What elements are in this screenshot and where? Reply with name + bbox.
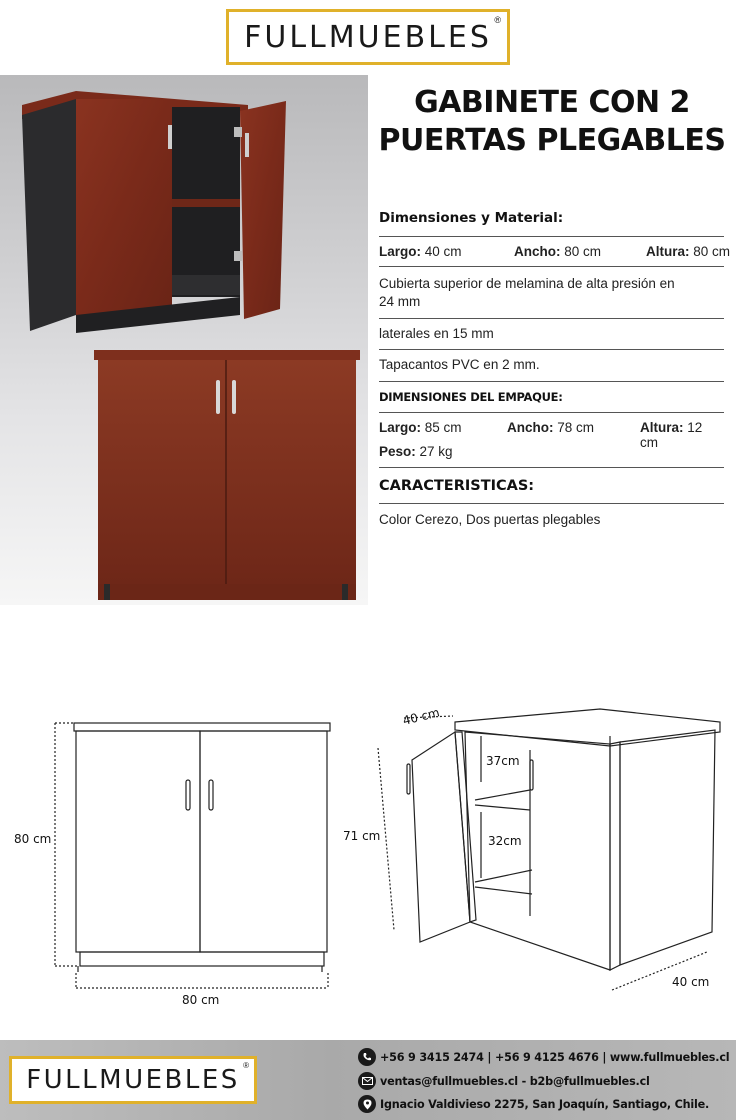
closed-cabinet-photo	[94, 350, 360, 600]
pack-ancho-label: Ancho:	[507, 420, 554, 435]
largo-value: 40 cm	[424, 244, 462, 259]
product-title-line2: PUERTAS PLEGABLES	[378, 123, 726, 158]
material-laterales: laterales en 15 mm	[379, 326, 494, 341]
ancho-label: Ancho:	[514, 244, 561, 259]
divider	[379, 503, 724, 504]
divider	[379, 236, 724, 237]
registered-mark: ®	[494, 15, 501, 25]
footer	[0, 1040, 736, 1120]
caracteristicas-text: Color Cerezo, Dos puertas plegables	[379, 512, 601, 527]
material-line2: 24 mm	[379, 294, 421, 309]
largo-label: Largo:	[379, 244, 421, 259]
ancho-value: 80 cm	[564, 244, 602, 259]
altura-label: Altura:	[646, 244, 690, 259]
product-title-line1: GABINETE CON 2	[414, 85, 690, 120]
open-cabinet-photo	[22, 91, 286, 333]
divider	[379, 318, 724, 319]
divider	[379, 381, 724, 382]
front-width-label: 80 cm	[182, 993, 220, 1007]
peso-value: 27 kg	[419, 444, 453, 459]
peso-label: Peso:	[379, 444, 416, 459]
divider	[379, 349, 724, 350]
product-photo-panel	[0, 75, 368, 605]
pack-largo-label: Largo:	[379, 420, 421, 435]
section-dimensiones-empaque: DIMENSIONES DEL EMPAQUE:	[379, 390, 563, 404]
pack-ancho-value: 78 cm	[557, 420, 595, 435]
footer-logo	[9, 1056, 257, 1104]
technical-drawings-svg	[0, 690, 736, 1020]
product-title	[372, 84, 732, 160]
pack-altura-value: 12 cm	[640, 420, 703, 450]
divider	[379, 412, 724, 413]
isometric-view-drawing	[378, 709, 720, 990]
phone-icon	[358, 1048, 376, 1066]
altura-value: 80 cm	[693, 244, 731, 259]
email-icon	[358, 1072, 376, 1090]
divider	[379, 467, 724, 468]
package-weight-row	[379, 444, 724, 459]
iso-shelf-lower-label: 32cm	[488, 834, 522, 848]
material-tapacantos: Tapacantos PVC en 2 mm.	[379, 357, 540, 372]
iso-shelf-upper-label: 37cm	[486, 754, 520, 768]
contact-emails	[358, 1070, 650, 1092]
material-cubierta	[379, 275, 724, 311]
product-photos	[0, 75, 368, 605]
pack-altura-label: Altura:	[640, 420, 684, 435]
footer-logo-text: FULLMUEBLES	[26, 1065, 240, 1095]
material-line1: Cubierta superior de melamina de alta presión en	[379, 276, 675, 291]
logo-text: FULLMUEBLES	[244, 19, 492, 55]
iso-depth-bottom-label: 40 cm	[672, 975, 710, 989]
address-text: Ignacio Valdivieso 2275, San Joaquín, Santiago, Chile.	[380, 1097, 710, 1111]
iso-height-label: 71 cm	[343, 829, 381, 843]
front-height-label: 80 cm	[14, 832, 52, 846]
iso-depth-top-label: 40 cm	[401, 705, 441, 728]
contact-address	[358, 1093, 709, 1115]
divider	[379, 266, 724, 267]
header-logo	[226, 9, 510, 65]
technical-drawings	[0, 690, 736, 1020]
pack-largo-value: 85 cm	[424, 420, 462, 435]
location-pin-icon	[358, 1095, 376, 1113]
front-view-drawing	[55, 723, 330, 988]
emails-text: ventas@fullmuebles.cl - b2b@fullmuebles.cl	[380, 1074, 650, 1088]
section-caracteristicas: CARACTERISTICAS:	[379, 478, 535, 494]
phones-text: +56 9 3415 2474 | +56 9 4125 4676 | www.fullmuebles.cl	[380, 1050, 730, 1064]
section-dimensiones-material: Dimensiones y Material:	[379, 210, 564, 226]
contact-phones	[358, 1046, 729, 1068]
footer-registered-mark: ®	[243, 1061, 249, 1070]
